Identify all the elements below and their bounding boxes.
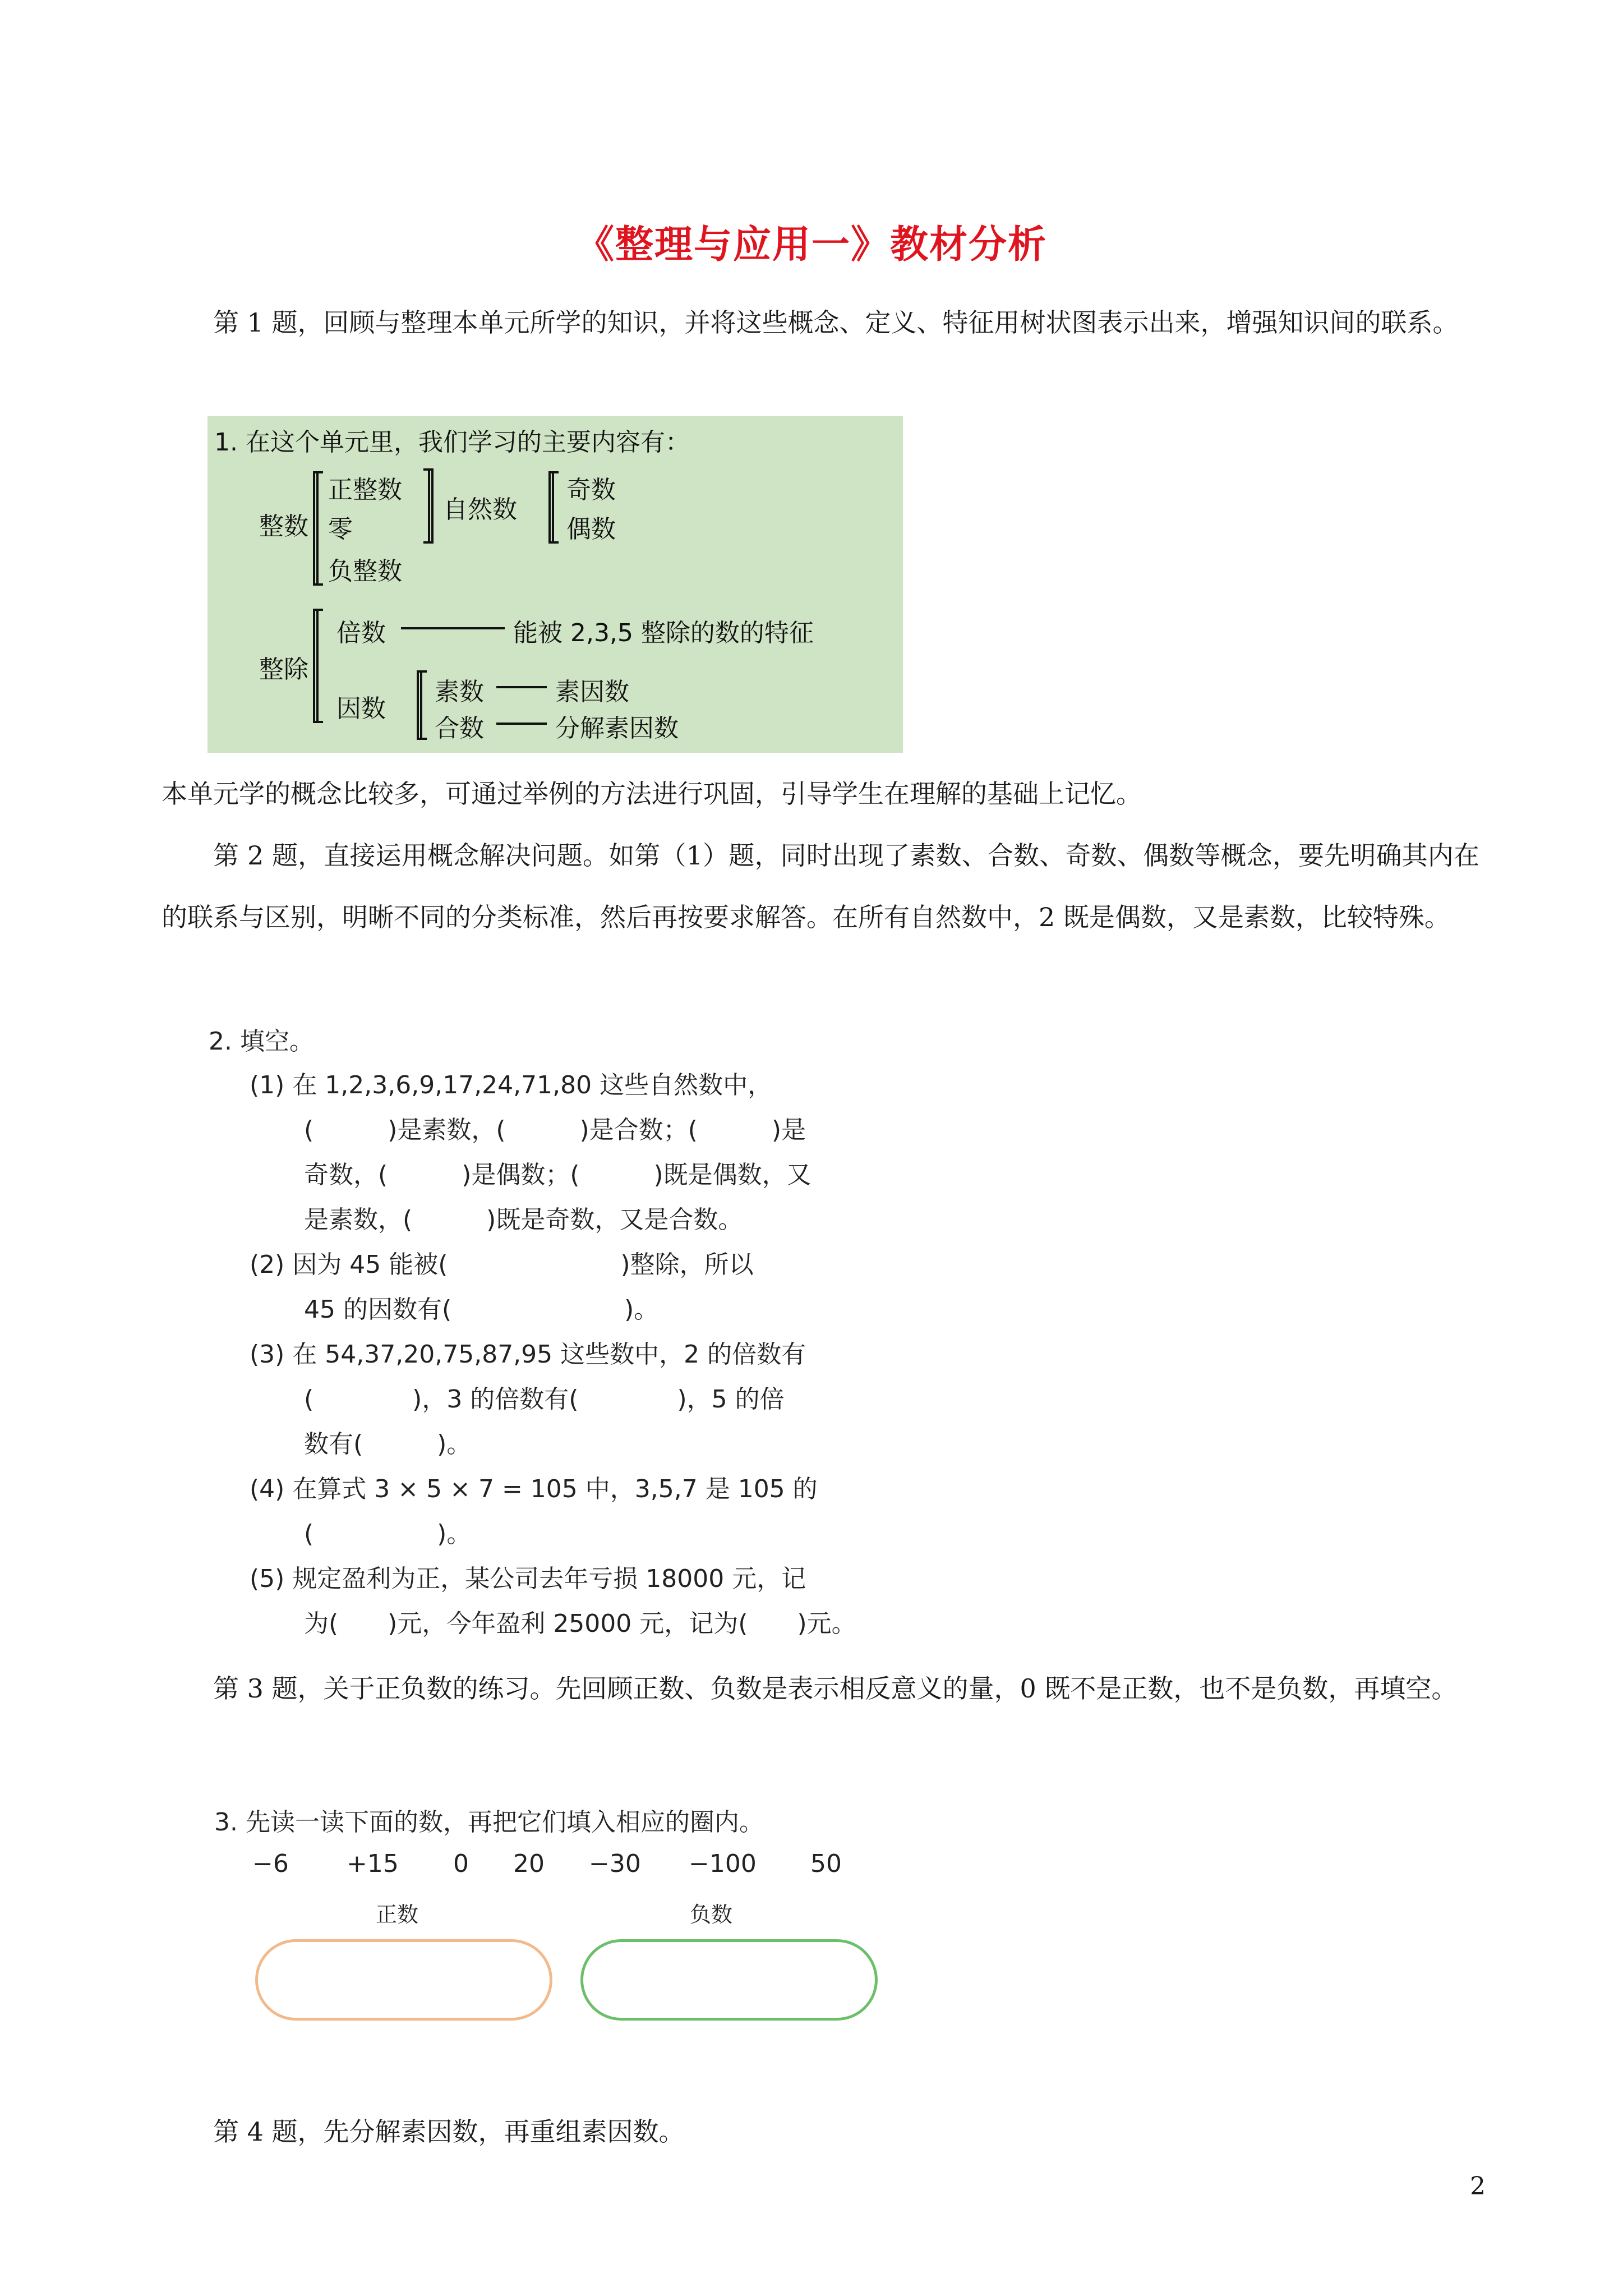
document-title: 《整理与应用一》教材分析	[575, 222, 1047, 267]
paragraph-q1: 第 1 题，回顾与整理本单元所学的知识，并将这些概念、定义、特征用树状图表示出来，增强知识间的联系。	[213, 307, 1459, 338]
fill-blanks-line: (5) 规定盈利为正，某公司去年亏损 18000 元，记	[250, 1565, 806, 1593]
tree-node-integer: 整数	[259, 512, 308, 541]
tree-node-multiple-note: 能被 2,3,5 整除的数的特征	[513, 619, 814, 647]
tree-node-composite: 合数	[435, 714, 484, 743]
number-item: 0	[453, 1849, 469, 1878]
page-number: 2	[1470, 2172, 1486, 2201]
tree-node-zero: 零	[328, 515, 353, 544]
positive-number-circle[interactable]	[255, 1939, 552, 2021]
tree-node-odd: 奇数	[566, 476, 616, 504]
figure-number-sort	[208, 1802, 920, 2082]
paragraph-note: 本单元学的概念比较多，可通过举例的方法进行巩固，引导学生在理解的基础上记忆。	[162, 779, 1142, 809]
tree-heading: 1. 在这个单元里，我们学习的主要内容有：	[214, 428, 690, 457]
paragraph-q3: 第 3 题，关于正负数的练习。先回顾正数、负数是表示相反意义的量，0 既不是正数，也不是负数，再填空。	[213, 1673, 1458, 1704]
tree-node-prime-factor: 素因数	[555, 678, 629, 706]
tree-node-positive-integer: 正整数	[328, 476, 402, 504]
tree-node-prime: 素数	[435, 678, 484, 706]
number-item: 20	[513, 1849, 545, 1878]
fill-blanks-line: (3) 在 54,37,20,75,87,95 这些数中，2 的倍数有	[250, 1340, 806, 1369]
tree-node-factorization: 分解素因数	[555, 714, 679, 743]
number-item: −6	[252, 1849, 289, 1878]
number-item: −30	[589, 1849, 641, 1878]
fill-blanks-line: 为( )元，今年盈利 25000 元，记为( )元。	[304, 1609, 856, 1638]
fill-blanks-line: 是素数，( )既是奇数，又是合数。	[304, 1205, 743, 1234]
tree-node-even: 偶数	[566, 515, 616, 544]
sort-heading: 3. 先读一读下面的数，再把它们填入相应的圈内。	[214, 1808, 764, 1837]
fill-blanks-line: ( )。	[304, 1520, 472, 1548]
paragraph-q4: 第 4 题，先分解素因数，再重组素因数。	[213, 2116, 685, 2147]
fill-blanks-line: 奇数，( )是偶数；( )既是偶数，又	[304, 1161, 811, 1189]
negative-number-circle[interactable]	[580, 1939, 878, 2021]
fill-blanks-line: 数有( )。	[304, 1430, 472, 1458]
number-item: 50	[810, 1849, 842, 1878]
tree-node-natural-number: 自然数	[443, 495, 517, 524]
fill-blanks-line: (2) 因为 45 能被( )整除，所以	[250, 1250, 754, 1279]
figure-knowledge-tree	[208, 416, 903, 753]
positive-label: 正数	[376, 1902, 419, 1927]
negative-label: 负数	[690, 1902, 733, 1927]
tree-node-factor: 因数	[336, 694, 386, 723]
number-item: +15	[347, 1849, 399, 1878]
number-item: −100	[689, 1849, 757, 1878]
fill-blanks-line: ( )是素数，( )是合数；( )是	[304, 1116, 806, 1144]
figure-fill-blanks	[196, 1021, 920, 1644]
fill-blanks-line: (4) 在算式 3 × 5 × 7 = 105 中，3,5,7 是 105 的	[250, 1475, 818, 1503]
tree-node-negative-integer: 负整数	[328, 557, 402, 586]
tree-node-divisibility: 整除	[259, 655, 308, 684]
fill-blanks-line: ( )，3 的倍数有( )，5 的倍	[304, 1385, 785, 1414]
fill-blanks-line: 45 的因数有( )。	[304, 1295, 659, 1324]
fill-blanks-line: 2. 填空。	[209, 1027, 314, 1056]
fill-blanks-line: (1) 在 1,2,3,6,9,17,24,71,80 这些自然数中，	[250, 1071, 773, 1099]
tree-node-multiple: 倍数	[336, 619, 386, 647]
paragraph-q2: 第 2 题，直接运用概念解决问题。如第（1）题，同时出现了素数、合数、奇数、偶数等概念，要先明确其内在的联系与区别，明晰不同的分类标准，然后再按要求解答。在所有自然数中，2 既是偶数，又是素数，比较特殊。	[162, 840, 1479, 932]
